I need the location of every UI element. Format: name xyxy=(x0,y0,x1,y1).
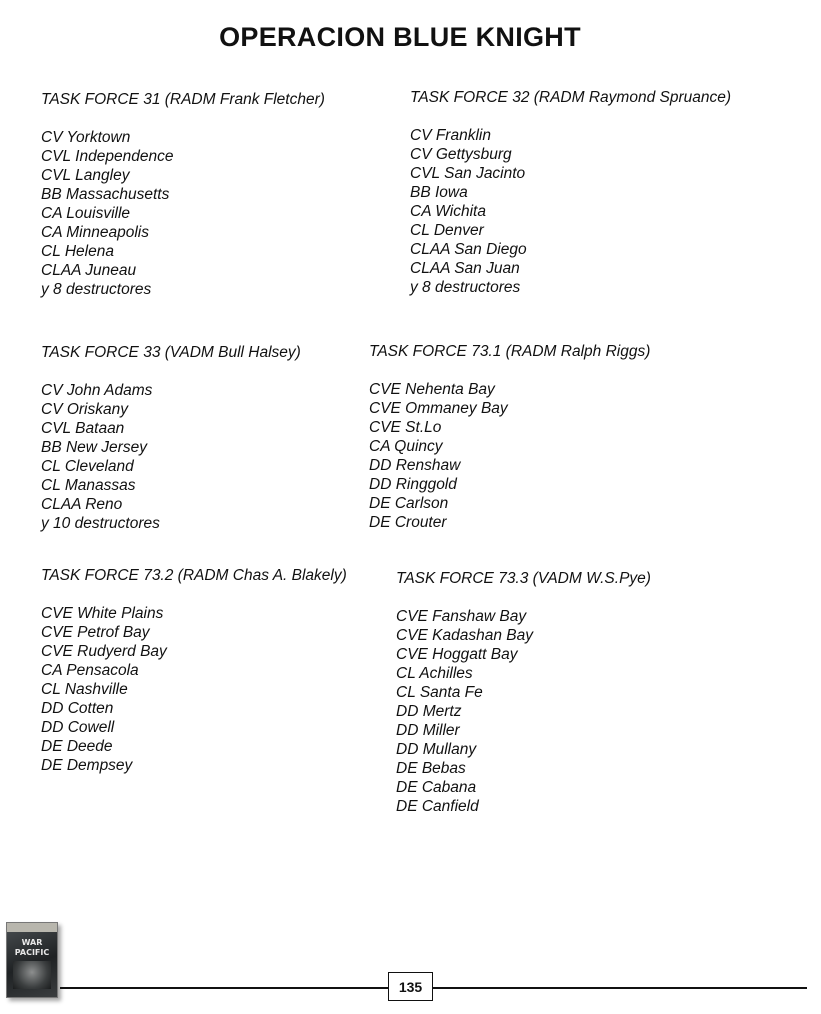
box-logo-text-top: WAR xyxy=(21,938,43,947)
ship-list xyxy=(396,607,651,816)
ship-entry: DE Canfield xyxy=(396,798,479,815)
ship-entry: DE Crouter xyxy=(369,514,447,531)
ship-entry: CL Manassas xyxy=(41,477,136,494)
box-band xyxy=(7,923,57,932)
box-logo-text-bottom: PACIFIC xyxy=(14,948,50,957)
page-title: OPERACION BLUE KNIGHT xyxy=(219,22,581,52)
ship-list xyxy=(410,126,731,297)
task-force-title: TASK FORCE 73.2 (RADM Chas A. Blakely) xyxy=(41,567,347,584)
ship-entry: DD Mertz xyxy=(396,703,462,720)
ship-entry: CL Santa Fe xyxy=(396,684,483,701)
ship-entry: DE Deede xyxy=(41,738,113,755)
game-box-art xyxy=(6,922,58,998)
ship-entry: CVE Hoggatt Bay xyxy=(396,646,518,663)
ship-entry: DD Cotten xyxy=(41,700,114,717)
ship-entry: CVL Independence xyxy=(41,148,174,165)
ship-entry: DE Dempsey xyxy=(41,757,133,774)
box-cover-art xyxy=(13,961,51,989)
ship-entry: CV Franklin xyxy=(410,127,491,144)
ship-entry: CVL Bataan xyxy=(41,420,125,437)
ship-entry: CV Yorktown xyxy=(41,129,131,146)
ship-entry: CVE Ommaney Bay xyxy=(369,400,508,417)
ship-list xyxy=(41,381,301,533)
ship-entry: CLAA Juneau xyxy=(41,262,137,279)
footer-rule-right xyxy=(433,987,807,989)
task-force-31 xyxy=(41,90,325,299)
ship-entry: CVE Kadashan Bay xyxy=(396,627,534,644)
ship-entry: CL Helena xyxy=(41,243,114,260)
ship-entry: CL Achilles xyxy=(396,665,473,682)
page-number: 135 xyxy=(388,972,433,1001)
ship-entry: CVE Nehenta Bay xyxy=(369,381,495,398)
ship-entry: BB Iowa xyxy=(410,184,468,201)
ship-entry: CL Cleveland xyxy=(41,458,134,475)
ship-entry: CVE Fanshaw Bay xyxy=(396,608,527,625)
task-force-33 xyxy=(41,343,301,533)
ship-entry: CA Pensacola xyxy=(41,662,139,679)
task-force-title: TASK FORCE 31 (RADM Frank Fletcher) xyxy=(41,91,325,108)
ship-list xyxy=(369,380,650,532)
ship-entry: y 8 destructores xyxy=(410,279,521,296)
ship-entry: CV John Adams xyxy=(41,382,153,399)
ship-entry: DD Mullany xyxy=(396,741,477,758)
ship-list xyxy=(41,604,347,775)
task-force-title: TASK FORCE 33 (VADM Bull Halsey) xyxy=(41,344,301,361)
ship-entry: CV Oriskany xyxy=(41,401,128,418)
ship-entry: y 8 destructores xyxy=(41,281,152,298)
task-force-32 xyxy=(410,88,731,297)
ship-entry: CVE White Plains xyxy=(41,605,164,622)
footer-rule-left xyxy=(60,987,388,989)
ship-entry: DE Cabana xyxy=(396,779,477,796)
ship-entry: CLAA San Diego xyxy=(410,241,527,258)
ship-entry: CVE Rudyerd Bay xyxy=(41,643,167,660)
ship-entry: CL Denver xyxy=(410,222,484,239)
ship-entry: CVE St.Lo xyxy=(369,419,442,436)
task-force-73-3 xyxy=(396,569,651,816)
ship-entry: CVE Petrof Bay xyxy=(41,624,150,641)
ship-entry: CLAA Reno xyxy=(41,496,123,513)
ship-entry: CVL Langley xyxy=(41,167,130,184)
ship-entry: CA Quincy xyxy=(369,438,443,455)
task-force-73-1 xyxy=(369,342,650,532)
ship-entry: CA Louisville xyxy=(41,205,131,222)
ship-entry: CVL San Jacinto xyxy=(410,165,526,182)
ship-entry: BB New Jersey xyxy=(41,439,147,456)
ship-entry: CV Gettysburg xyxy=(410,146,512,163)
ship-entry: DD Ringgold xyxy=(369,476,457,493)
ship-entry: CLAA San Juan xyxy=(410,260,520,277)
task-force-title: TASK FORCE 73.3 (VADM W.S.Pye) xyxy=(396,570,651,587)
ship-list xyxy=(41,128,325,299)
task-force-title: TASK FORCE 73.1 (RADM Ralph Riggs) xyxy=(369,343,651,360)
ship-entry: CA Wichita xyxy=(410,203,486,220)
ship-entry: DD Renshaw xyxy=(369,457,461,474)
task-force-title: TASK FORCE 32 (RADM Raymond Spruance) xyxy=(410,89,732,106)
ship-entry: BB Massachusetts xyxy=(41,186,170,203)
ship-entry: DE Carlson xyxy=(369,495,449,512)
ship-entry: y 10 destructores xyxy=(41,515,160,532)
ship-entry: DD Cowell xyxy=(41,719,115,736)
ship-entry: CL Nashville xyxy=(41,681,128,698)
ship-entry: DE Bebas xyxy=(396,760,466,777)
task-force-73-2 xyxy=(41,566,347,775)
ship-entry: DD Miller xyxy=(396,722,460,739)
ship-entry: CA Minneapolis xyxy=(41,224,149,241)
